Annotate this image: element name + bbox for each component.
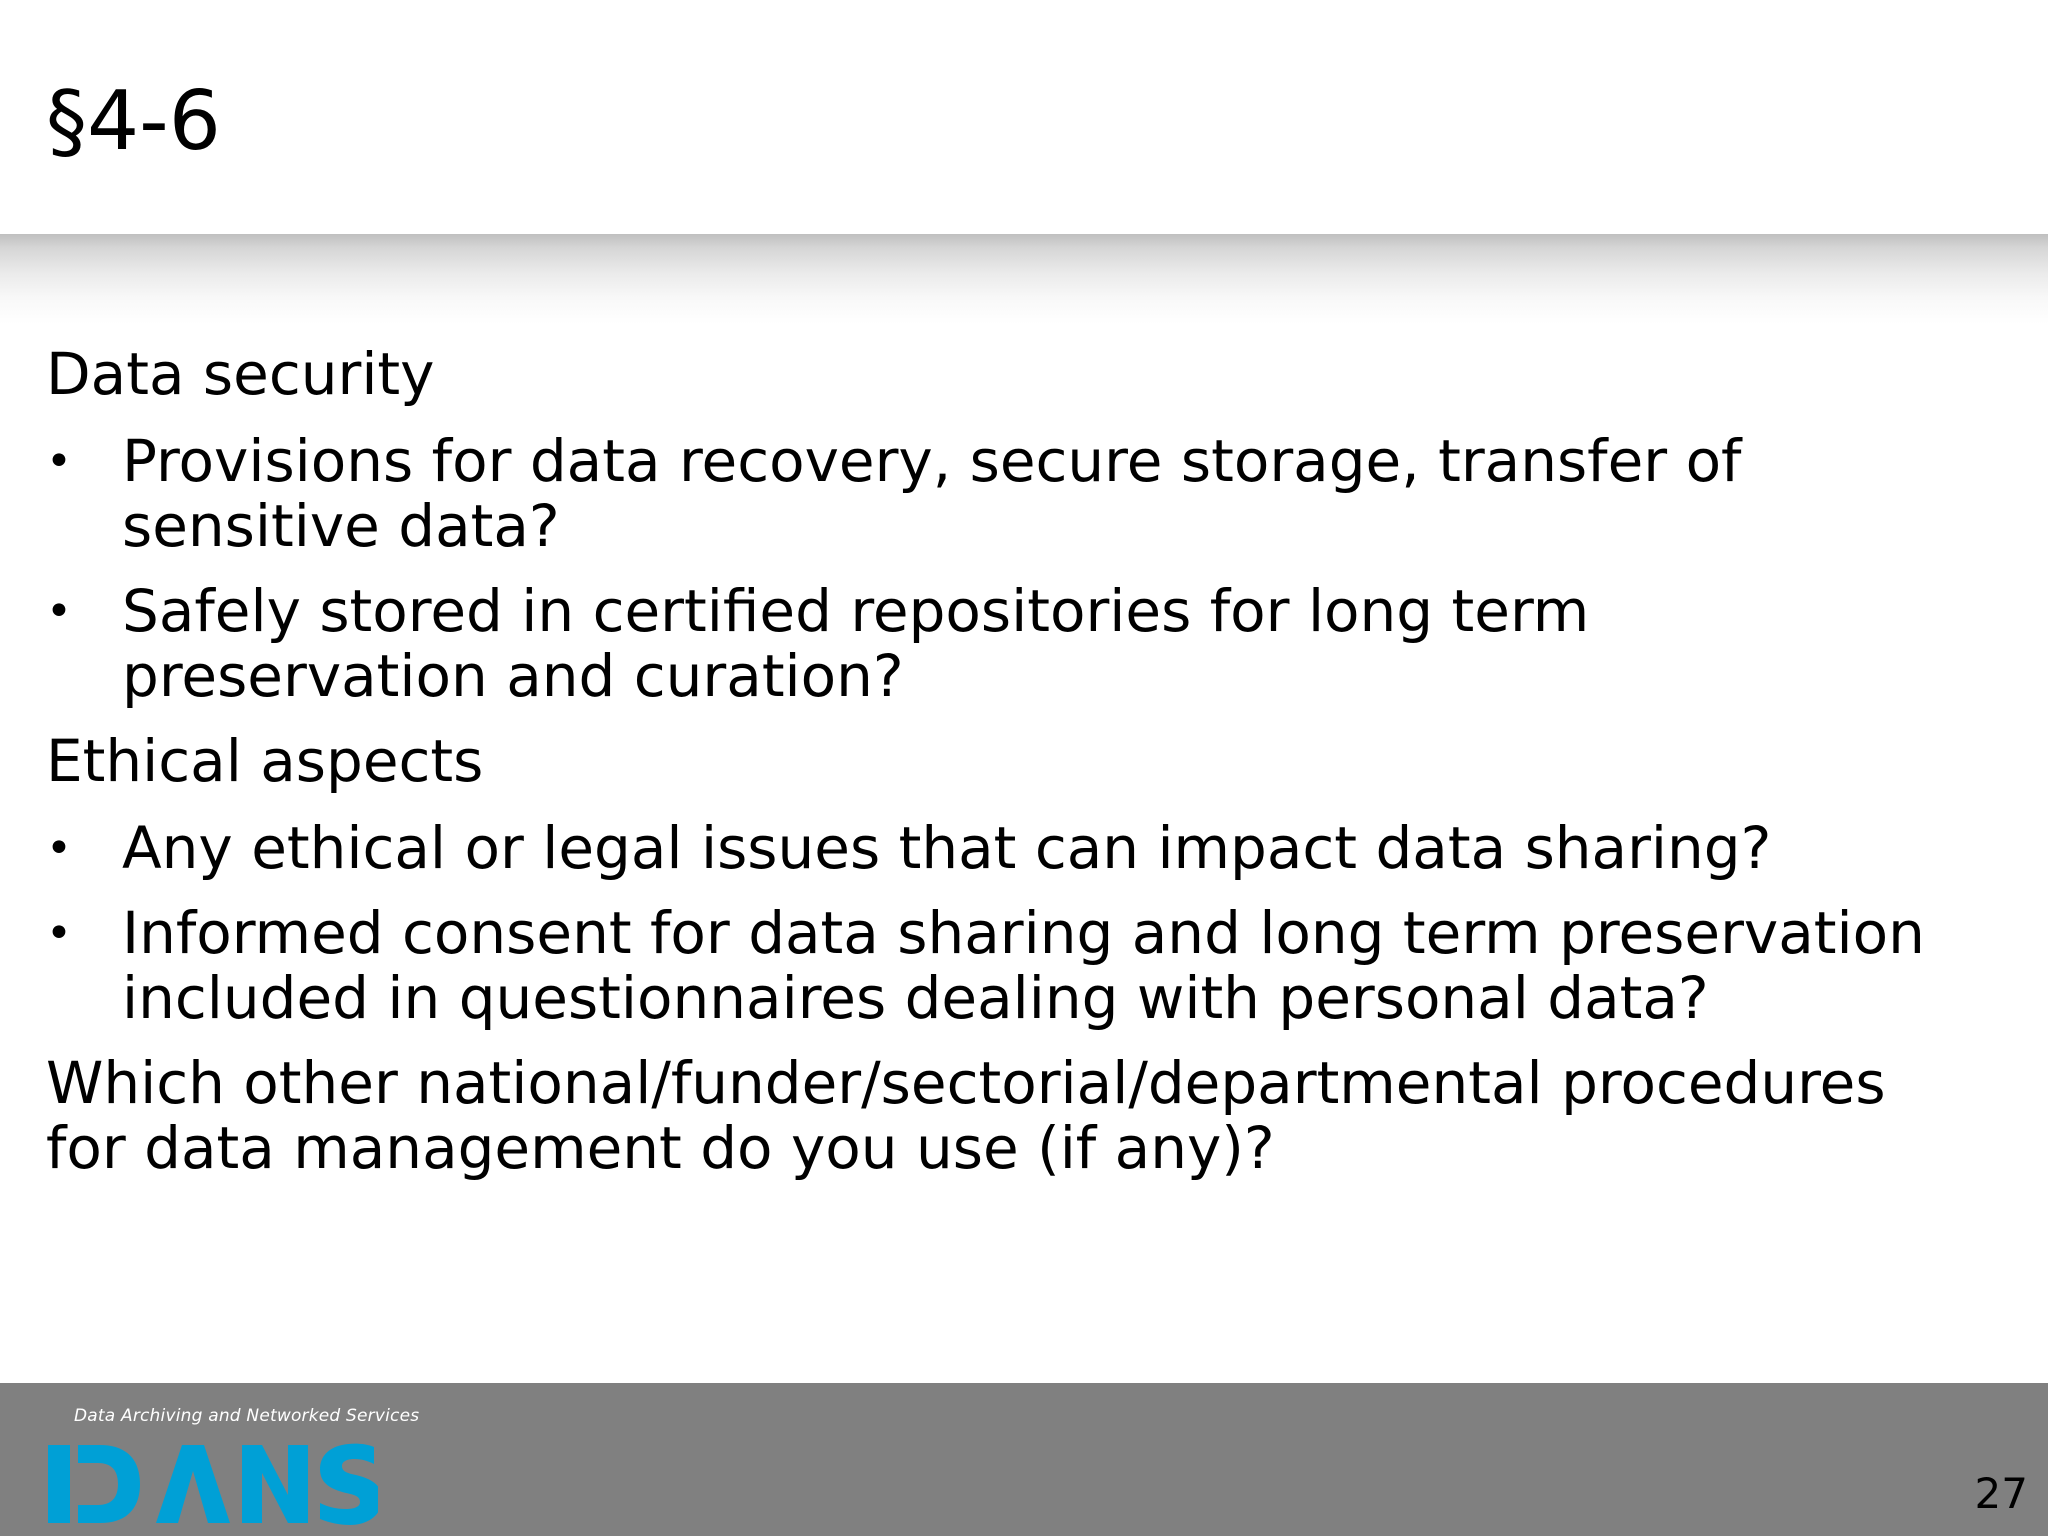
bullet-marker: • bbox=[46, 823, 72, 874]
bullet-item bbox=[46, 816, 1946, 881]
closing-question: Which other national/funder/sectorial/departmental procedures for data management do you use (if any)? bbox=[46, 1049, 1886, 1182]
bullet-marker: • bbox=[46, 586, 72, 637]
dans-logo bbox=[48, 1439, 378, 1525]
bullet-item bbox=[46, 579, 1946, 709]
bullet-text: Safely stored in certified repositories for long term preservation and curation? bbox=[122, 577, 1590, 710]
slide-title: §4-6 bbox=[46, 74, 221, 169]
bullet-text: Informed consent for data sharing and long term preservation included in questionnaires dealing with personal data? bbox=[122, 899, 1925, 1032]
footer-bar bbox=[0, 1383, 2048, 1536]
bullet-item bbox=[46, 429, 1946, 559]
slide-body bbox=[46, 342, 1946, 1181]
bullet-text: Any ethical or legal issues that can impact data sharing? bbox=[122, 814, 1772, 882]
logo-tagline: Data Archiving and Networked Services bbox=[74, 1406, 420, 1426]
bullet-text: Provisions for data recovery, secure storage, transfer of sensitive data? bbox=[122, 427, 1742, 560]
page-number: 27 bbox=[1974, 1469, 2028, 1518]
section-heading: Ethical aspects bbox=[46, 727, 484, 795]
bullet-marker: • bbox=[46, 436, 72, 487]
bullet-item bbox=[46, 901, 1946, 1031]
bullet-marker: • bbox=[46, 908, 72, 959]
title-divider bbox=[0, 234, 2048, 324]
section-heading: Data security bbox=[46, 340, 435, 408]
